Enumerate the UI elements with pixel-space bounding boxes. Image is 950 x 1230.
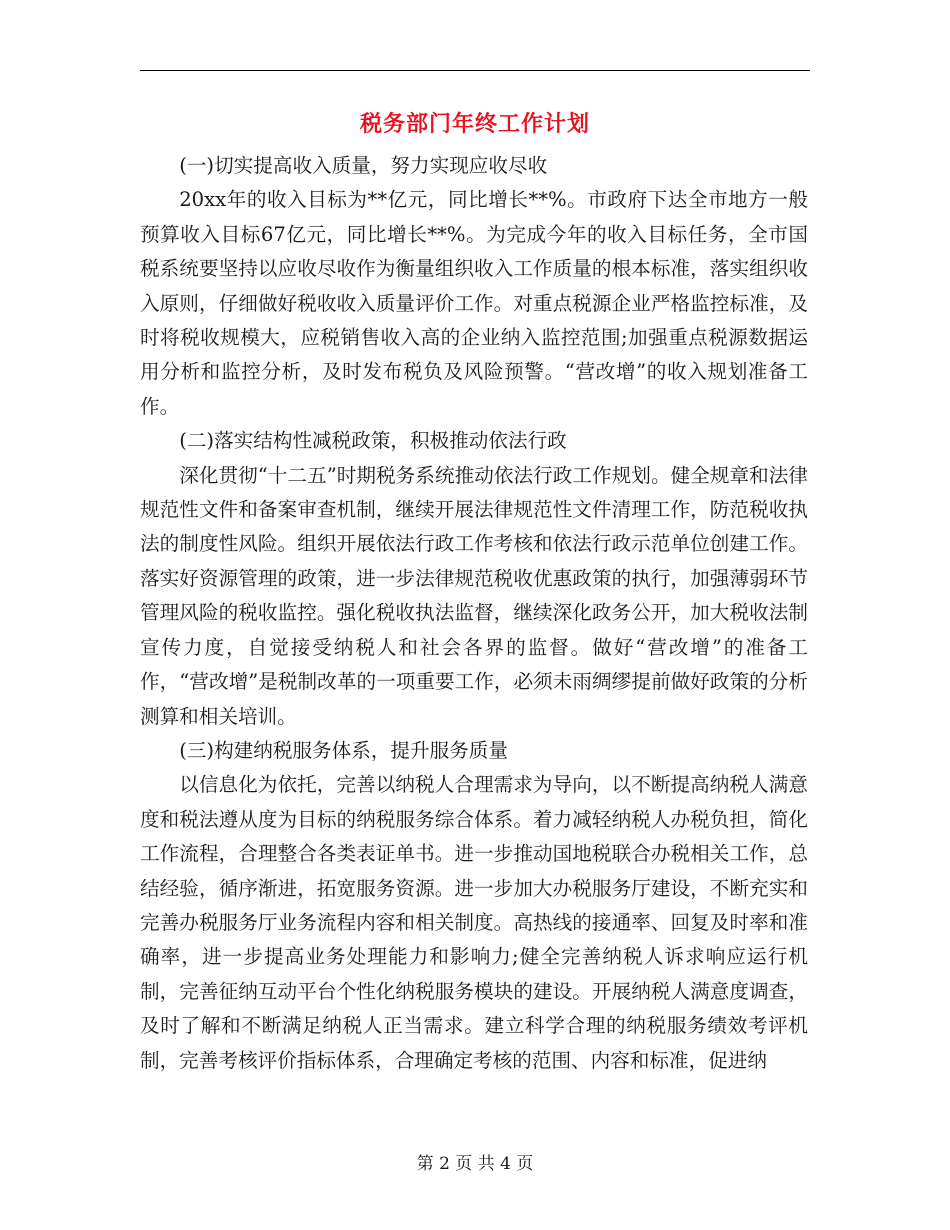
document-body: [140, 149, 808, 1078]
section-heading-2: (二)落实结构性减税政策，积极推动依法行政: [179, 429, 567, 453]
section-heading-1: (一)切实提高收入质量，努力实现应收尽收: [179, 154, 548, 177]
section-paragraph-3: 以信息化为依托，完善以纳税人合理需求为导向，以不断提高纳税人满意度和税法遵从度为目标的纳税服务综合体系。着力减轻纳税人办税负担，简化工作流程，合理整合各类表证单书。进一步推动国地税联合办税相关工作，总结经验，循序渐进，拓宽服务资源。进一步加大办税服务厅建设，不断充实和完善办税服务厅业务流程内容和相关制度。高热线的接通率、回复及时率和准确率，进一步提高业务处理能力和影响力;健全完善纳税人诉求响应运行机制，完善征纳互动平台个性化纳税服务模块的建设。开展纳税人满意度调查，及时了解和不断满足纳税人正当需求。建立科学合理的纳税服务绩效考评机制，完善考核评价指标体系，合理确定考核的范围、内容和标准，促进纳: [140, 773, 808, 1072]
section-paragraph-1: 20xx年的收入目标为**亿元，同比增长**%。市政府下达全市地方一般预算收入目标67亿元，同比增长**%。为完成今年的收入目标任务，全市国税系统要坚持以应收尽收作为衡量组织收入工作质量的根本标准，落实组织收入原则，仔细做好税收收入质量评价工作。对重点税源企业严格监控标准，及时将税收规模大，应税销售收入高的企业纳入监控范围;加强重点税源数据运用分析和监控分析，及时发布税负及风险预警。“营改增”的收入规划准备工作。: [140, 188, 808, 418]
section-heading-3: (三)构建纳税服务体系，提升服务质量: [179, 738, 508, 762]
document-title: 税务部门年终工作计划: [359, 111, 590, 137]
header-rule: [140, 70, 810, 71]
page-number-footer: 第 2 页 共 4 页: [416, 1154, 534, 1174]
section-paragraph-2: 深化贯彻“十二五”时期税务系统推动依法行政工作规划。健全规章和法律规范性文件和备案审查机制，继续开展法律规范性文件清理工作，防范税收执法的制度性风险。组织开展依法行政工作考核和依法行政示范单位创建工作。落实好资源管理的政策，进一步法律规范税收优惠政策的执行，加强薄弱环节管理风险的税收监控。强化税收执法监督，继续深化政务公开，加大税收法制宣传力度，自觉接受纳税人和社会各界的监督。做好“营改增”的准备工作，“营改增”是税制改革的一项重要工作，必须未雨绸缪提前做好政策的分析测算和相关培训。: [140, 463, 808, 728]
